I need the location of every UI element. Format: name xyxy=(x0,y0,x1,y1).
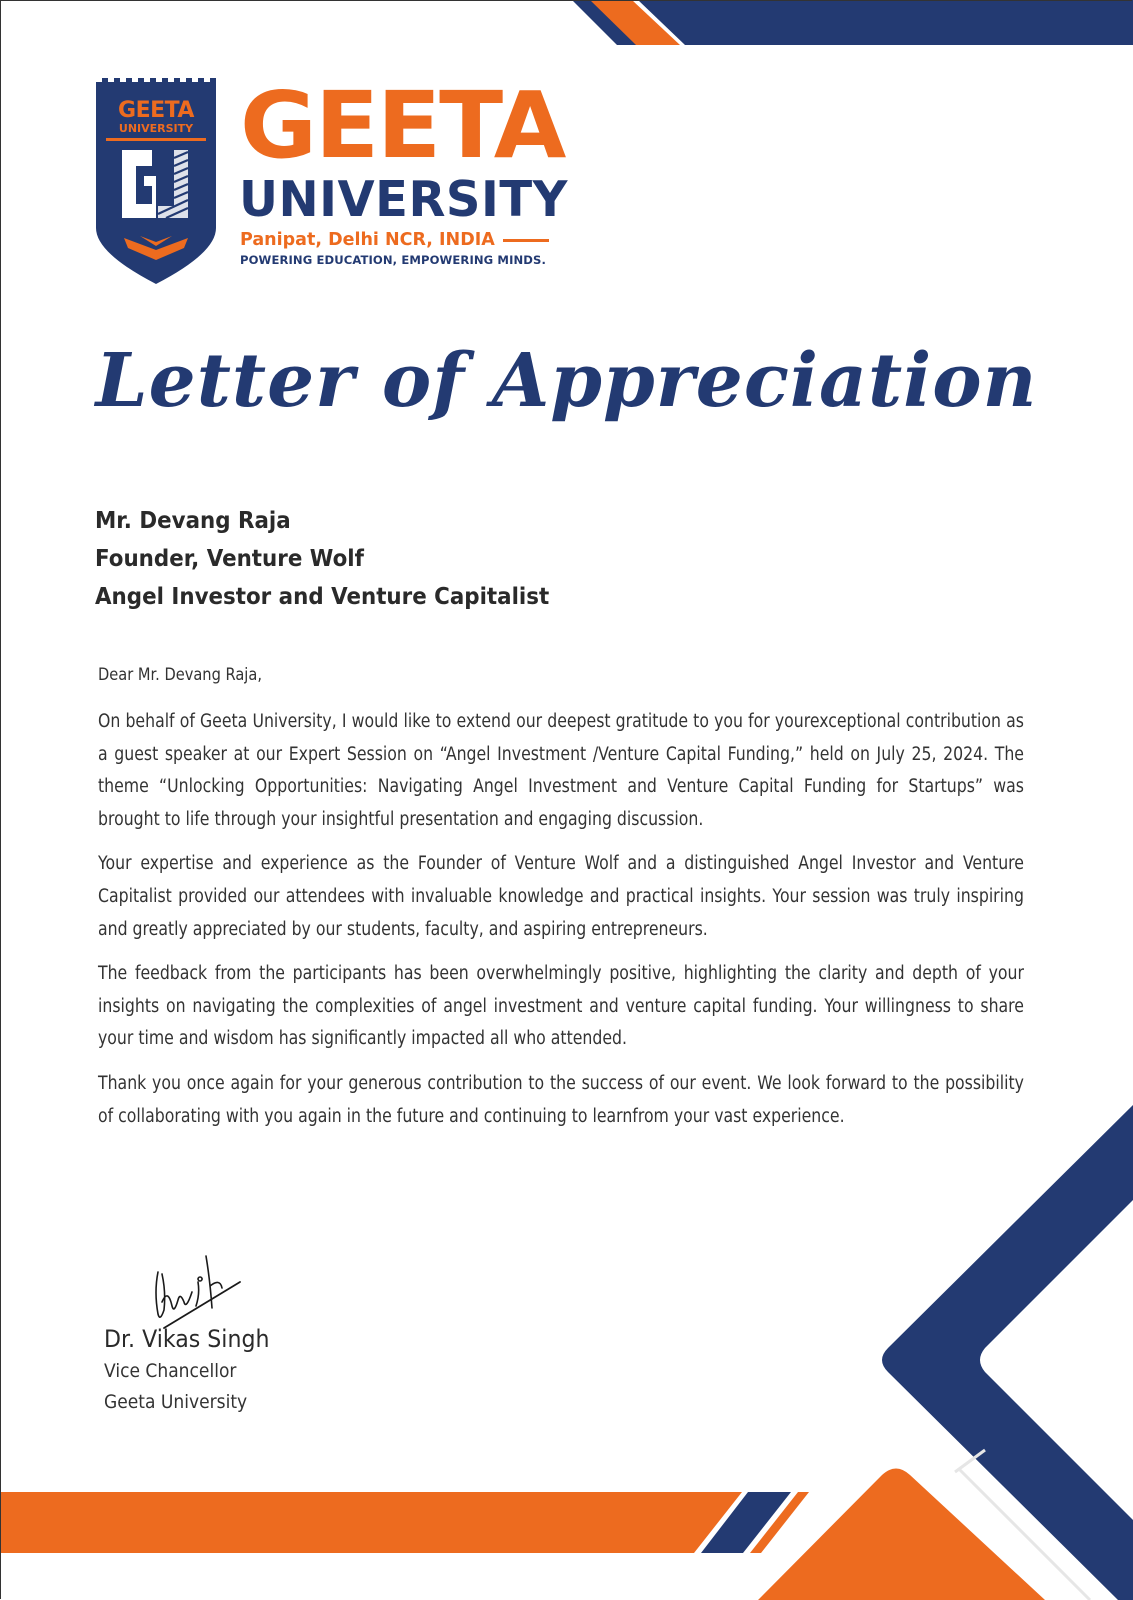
recipient-name: Mr. Devang Raja xyxy=(95,508,291,534)
recipient-description: Angel Investor and Venture Capitalist xyxy=(95,584,550,610)
location-rule xyxy=(503,239,549,242)
signature-icon xyxy=(140,1222,250,1332)
salutation: Dear Mr. Devang Raja, xyxy=(98,665,262,685)
crest-subtitle: UNIVERSITY xyxy=(118,122,194,135)
signatory-name: Dr. Vikas Singh xyxy=(104,1325,270,1353)
signatory-organization: Geeta University xyxy=(104,1391,248,1413)
corner-triangle-decoration xyxy=(758,1469,1045,1600)
paragraph: Thank you once again for your generous contribution to the success of our event. We look forward to the possibility of collaborating with you again in the future and continuing to learnfrom your vast experience. xyxy=(98,1072,1024,1127)
university-logo xyxy=(96,72,568,288)
letter-body xyxy=(98,706,1024,1145)
tagline: POWERING EDUCATION, EMPOWERING MINDS. xyxy=(240,253,546,267)
bottom-band-decoration xyxy=(0,1492,809,1553)
signatory-block xyxy=(104,1322,284,1418)
page-title: Letter of Appreciation xyxy=(95,338,1038,424)
wordmark-secondary: UNIVERSITY xyxy=(239,171,568,228)
top-banner-decoration xyxy=(572,0,1133,45)
crest-name: GEETA xyxy=(118,98,194,123)
location-text: Panipat, Delhi NCR, INDIA xyxy=(240,230,495,250)
signatory-title: Vice Chancellor xyxy=(104,1360,237,1382)
recipient-role: Founder, Venture Wolf xyxy=(95,546,364,572)
paragraph: On behalf of Geeta University, I would like to extend our deepest gratitude to you for yourexceptional contribution as a guest speaker at our Expert Session on “Angel Investment /Venture Capital Funding,” held on July 25, 2024. The theme “Unlocking Opportunities: Navigating Angel Investment and Venture Capital Funding for Startups” was brought to life through your insightful presentation and engaging discussion. xyxy=(98,711,1024,830)
paragraph: Your expertise and experience as the Founder of Venture Wolf and a distinguished Angel Investor and Venture Capitalist provided our attendees with invaluable knowledge and practical insights. Your session was truly inspiring and greatly appreciated by our students, faculty, and aspiring entrepreneurs. xyxy=(98,853,1024,940)
wordmark-primary: GEETA xyxy=(240,72,565,179)
paragraph: The feedback from the participants has been overwhelmingly positive, highlighting the clarity and depth of your insights on navigating the complexities of angel investment and venture capital funding. Your willingness to share your time and wisdom has significantly impacted all who attended. xyxy=(98,963,1024,1050)
location-line xyxy=(240,230,549,250)
recipient-block xyxy=(95,502,583,616)
